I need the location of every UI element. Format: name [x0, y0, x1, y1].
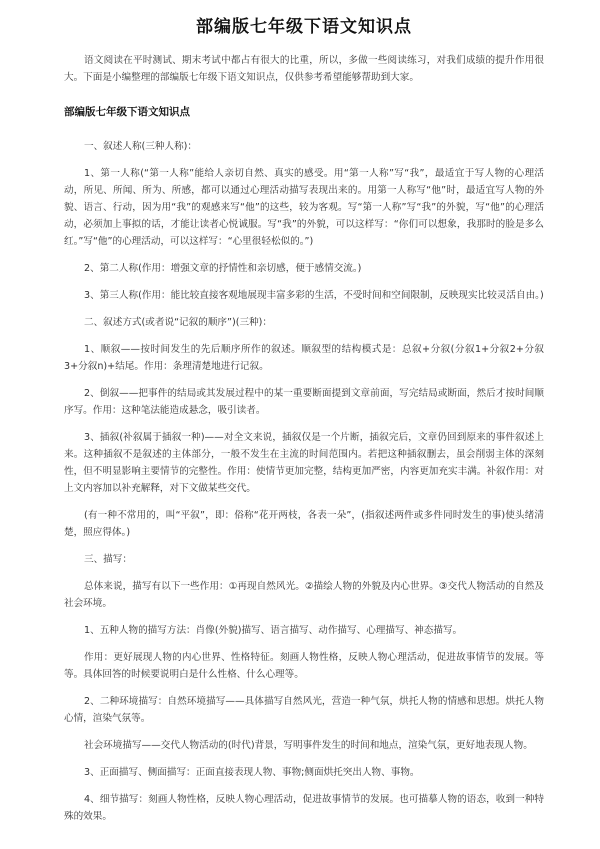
section-heading-description: 三、描写：	[84, 554, 132, 565]
intro-paragraph: 语文阅读在平时测试、期末考试中都占有很大的比重，所以，多做一些阅读练习，对我们成绩的提升作用很大。下面是小编整理的部编版七年级下语文知识点，仅供参考希望能够帮助到大家。	[64, 55, 544, 83]
section-heading-narrative-person: 一、叙述人称(三种人称)：	[84, 141, 198, 152]
paragraph-detail-description: 4、细节描写：刻画人物性格，反映人物心理活动，促进故事情节的发展。也可描摹人物的语态，收到一种特殊的效果。	[64, 794, 544, 822]
paragraph-first-person: 1、第一人称(“第一人称”能给人亲切自然、真实的感受。用“第一人称”写“我”，最适宜于写人物的心理活动，所见、所闻、所为、所感，都可以通过心理活动描写表现出来的。用第一人称写“他”时，最适宜写人物的外貌、语言、行动，因为用“我”的观感来写“他”的这些，较为客观。写“第一人称”写“我”的外貌，写“他”的心理活动，必须加上事拟的话，才能让读者心悦诚服。写“我”的外貌，可以这样写：“你们可以想象，我那时的脸是多么红。”写“他”的心理活动，可以这样写：“心里很轻松似的。”)	[64, 168, 544, 247]
section-heading-narrative-order: 二、叙述方式(或者说“记叙的顺序”)(三种)：	[84, 317, 273, 328]
section-subtitle: 部编版七年级下语文知识点	[64, 106, 190, 118]
paragraph-interpolation: 3、插叙(补叙属于插叙一种)——对全文来说，插叙仅是一个片断，插叙完后，文章仍回到原来的事件叙述上来。这种插叙不是叙述的主体部分，一般不发生在主流的时间范围内。若把这种插叙删去，虽会削弱主体的深刻性，但不明显影响主要情节的完整性。作用：使情节更加完整，结构更加严密，内容更加充实丰满。补叙作用：对上文内容加以补充解释，对下文做某些交代。	[64, 432, 544, 494]
paragraph-chronological: 1、顺叙——按时间发生的先后顺序所作的叙述。顺叙型的结构模式是：总叙+分叙(分叙1+分叙2+分叙3+分叙n)+结尾。作用：条理清楚地进行记叙。	[64, 344, 544, 372]
paragraph-third-person: 3、第三人称(作用：能比较直接客观地展现丰富多彩的生活，不受时间和空间限制，反映现实比较灵活自由。)	[84, 290, 544, 301]
paragraph-character-effect: 作用：更好展现人物的内心世界、性格特征。刻画人物性格，反映人物心理活动，促进故事情节的发展。等等。具体回答的时候要说明白是什么性格、什么心理等。	[64, 652, 544, 680]
paragraph-environment: 2、二种环境描写：自然环境描写——具体描写自然风光，营造一种气氛，烘托人物的情感和思想。烘托人物心情，渲染气氛等。	[64, 696, 544, 724]
paragraph-parallel: (有一种不常用的，叫“平叙”，即：俗称“花开两枝，各表一朵”，(指叙述两件或多件同时发生的事)使头绪清楚，照应得体。)	[64, 510, 544, 538]
paragraph-flashback: 2、倒叙——把事件的结局或其发展过程中的某一重要断面提到文章前面，写完结局或断面，然后才按时间顺序写。作用：这种笔法能造成悬念，吸引读者。	[64, 388, 544, 416]
paragraph-direct-indirect: 3、正面描写、侧面描写：正面直接表现人物、事物;侧面烘托突出人物、事物。	[84, 767, 420, 778]
paragraph-character-methods: 1、五种人物的描写方法：肖像(外貌)描写、语言描写、动作描写、心理描写、神态描写。	[84, 625, 463, 636]
document-title: 部编版七年级下语文知识点	[196, 17, 412, 37]
paragraph-description-overview: 总体来说，描写有以下一些作用：①再现自然风光。②描绘人物的外貌及内心世界。③交代人物活动的自然及社会环境。	[64, 581, 544, 609]
paragraph-social-environment: 社会环境描写——交代人物活动的(时代)背景，写明事件发生的时间和地点，渲染气氛，更好地表现人物。	[84, 740, 533, 751]
paragraph-second-person: 2、第二人称(作用：增强文章的抒情性和亲切感，便于感情交流。)	[84, 263, 362, 274]
